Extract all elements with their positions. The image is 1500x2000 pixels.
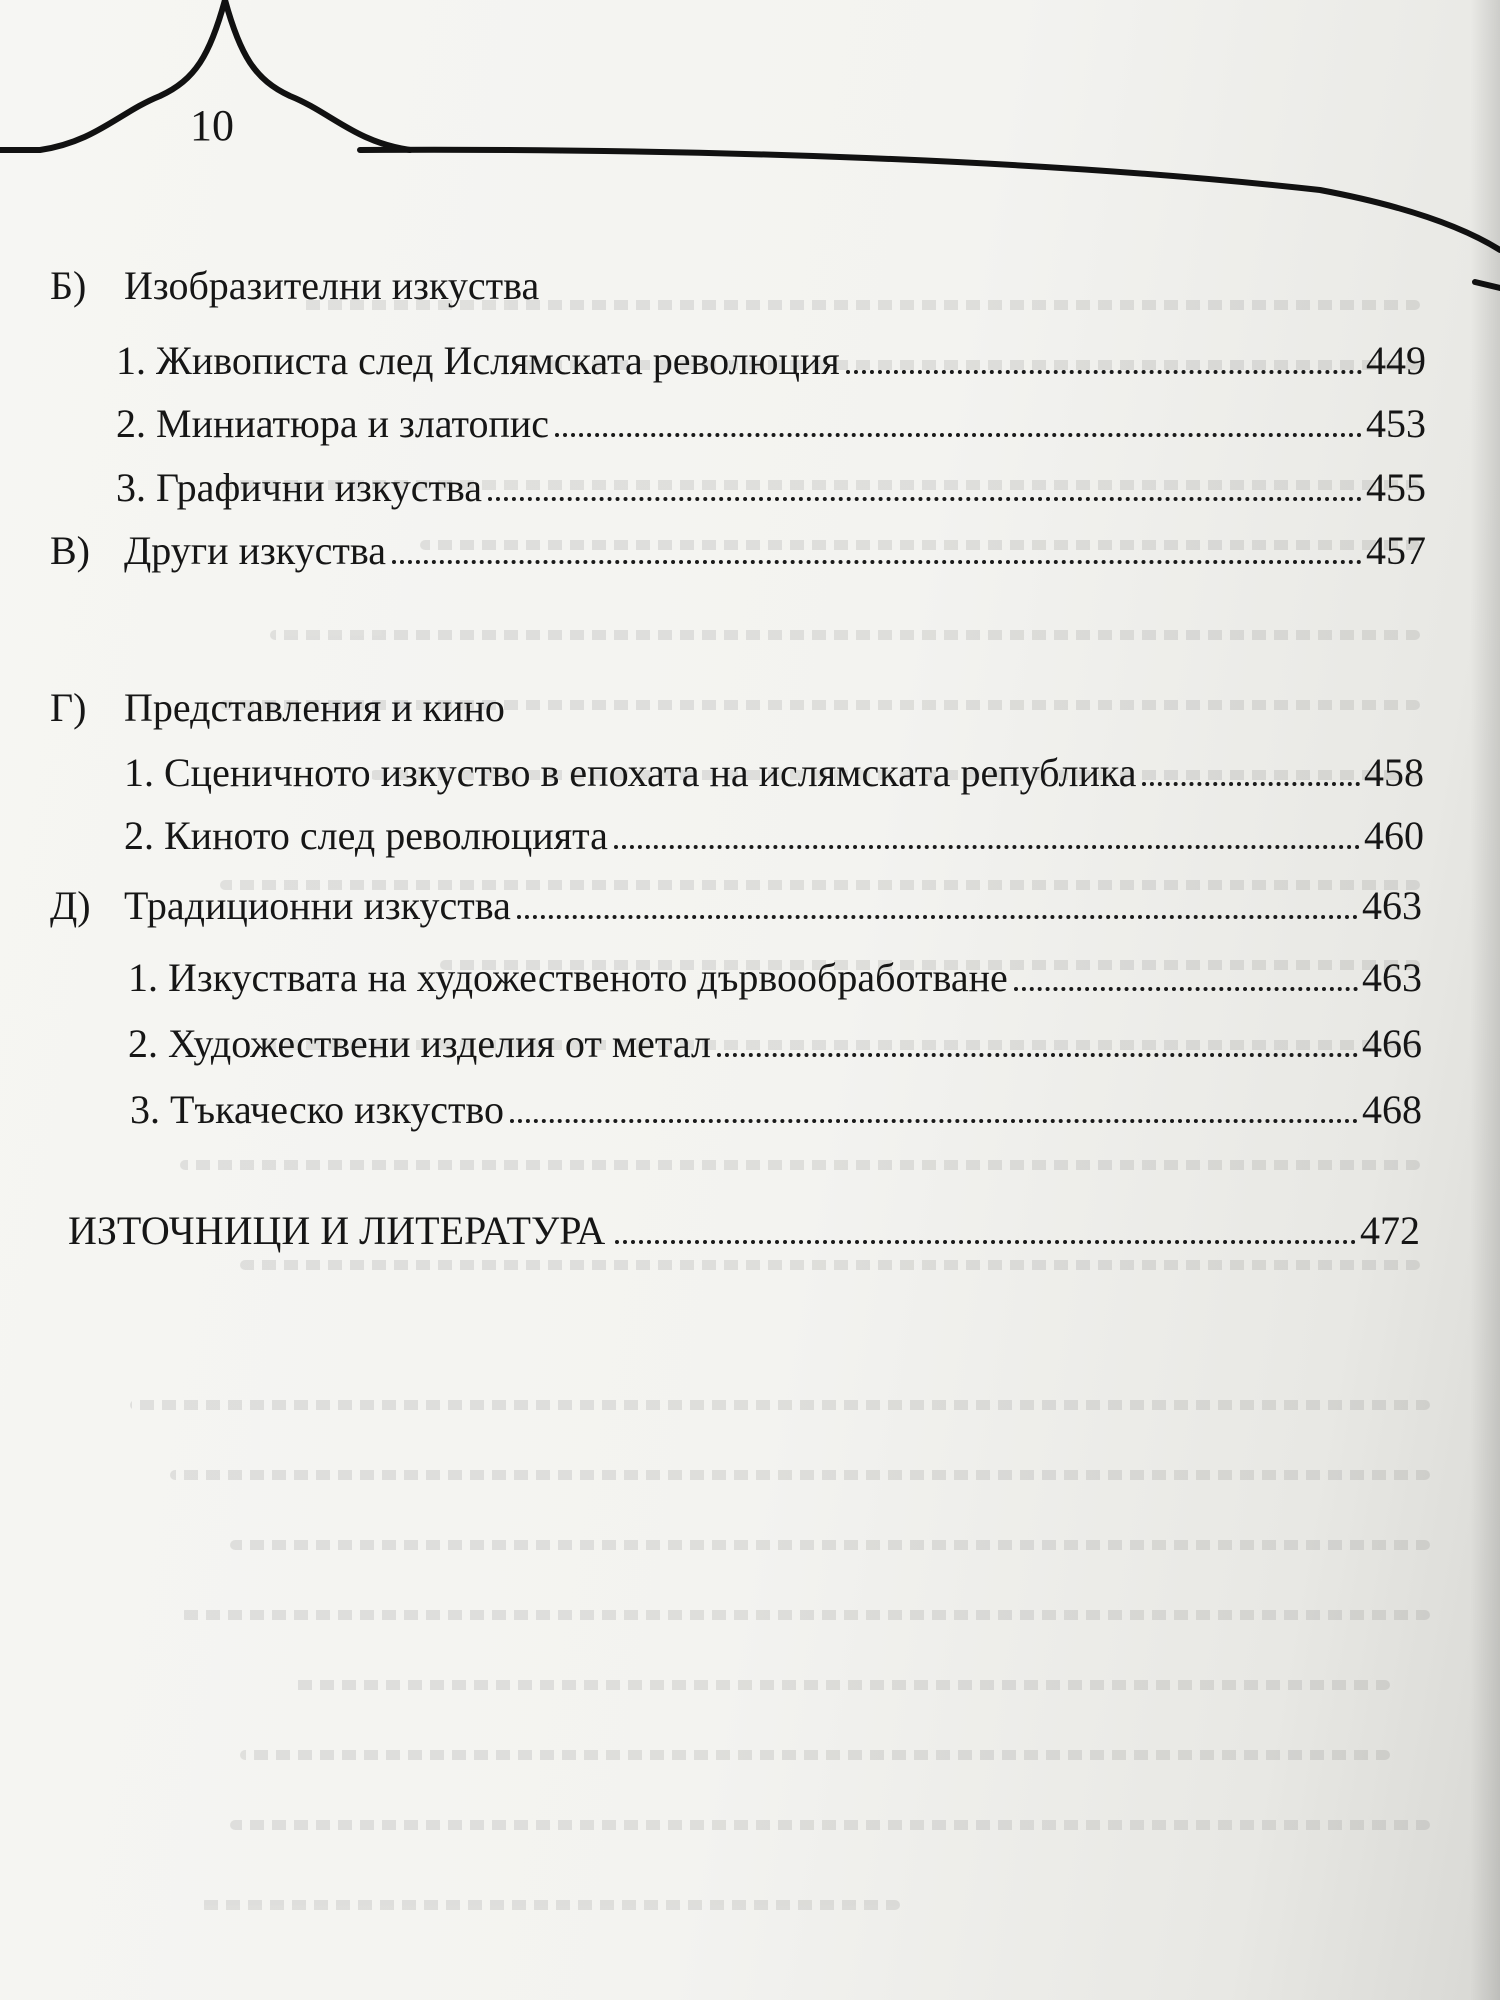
toc-page-number: 453 — [1366, 404, 1426, 444]
toc-entry — [130, 1074, 1422, 1130]
toc-entry — [116, 452, 1426, 508]
toc-marker: Б) — [50, 263, 87, 308]
dot-leader — [1014, 987, 1358, 991]
toc-title: Представления и кино — [124, 685, 505, 730]
toc-page-number: 466 — [1362, 1024, 1422, 1064]
toc-title: 1. Сценичното изкуство в епохата на ислямската република — [124, 750, 1137, 795]
toc-title: ИЗТОЧНИЦИ И ЛИТЕРАТУРА — [68, 1208, 606, 1253]
dot-leader — [614, 845, 1360, 849]
toc-page-number: 455 — [1366, 468, 1426, 508]
toc-page-number: 463 — [1362, 886, 1422, 926]
toc-title: Традиционни изкуства — [124, 883, 511, 928]
toc-marker: Г) — [50, 685, 87, 730]
toc-section-v — [50, 515, 1426, 571]
toc-entry — [124, 800, 1424, 856]
toc-title: 2. Киното след революцията — [124, 813, 608, 858]
toc-title: 3. Тъкаческо изкуство — [130, 1087, 505, 1132]
toc-page-number: 472 — [1360, 1211, 1420, 1251]
toc-title: 3. Графични изкуства — [116, 465, 483, 510]
toc-title: Други изкуства — [124, 528, 386, 573]
toc-section-b — [50, 250, 650, 306]
toc-page-number: 468 — [1362, 1090, 1422, 1130]
toc-marker: Д) — [50, 883, 91, 928]
toc-section-g — [50, 672, 650, 728]
dot-leader — [615, 1240, 1356, 1244]
toc-entry — [128, 1008, 1422, 1064]
dot-leader — [517, 915, 1358, 919]
table-of-contents — [50, 0, 1450, 2000]
toc-title: 1. Изкуствата на художественото дървообработване — [128, 955, 1008, 1000]
toc-page-number: 457 — [1366, 531, 1426, 571]
dot-leader — [846, 370, 1362, 374]
toc-entry — [128, 942, 1422, 998]
toc-entry — [116, 388, 1426, 444]
dot-leader — [510, 1119, 1358, 1123]
toc-title: 2. Художествени изделия от метал — [128, 1021, 711, 1066]
toc-title: Изобразителни изкуства — [124, 263, 540, 308]
toc-page-number: 458 — [1364, 753, 1424, 793]
toc-entry — [116, 325, 1426, 381]
page-number: 10 — [190, 101, 234, 150]
toc-title: 2. Миниатюра и златопис — [116, 401, 550, 446]
dot-leader — [392, 560, 1362, 564]
toc-page-number: 460 — [1364, 816, 1424, 856]
toc-section-d — [50, 870, 1422, 926]
dot-leader — [717, 1053, 1358, 1057]
toc-page-number: 463 — [1362, 958, 1422, 998]
dot-leader — [488, 497, 1362, 501]
toc-entry — [124, 737, 1424, 793]
page-edge-shadow — [1470, 0, 1500, 2000]
toc-sources — [68, 1195, 1420, 1251]
toc-title: 1. Живописта след Ислямската революция — [116, 338, 840, 383]
toc-marker: В) — [50, 528, 90, 573]
toc-page-number: 449 — [1366, 341, 1426, 381]
dot-leader — [555, 433, 1362, 437]
dot-leader — [1142, 782, 1360, 786]
